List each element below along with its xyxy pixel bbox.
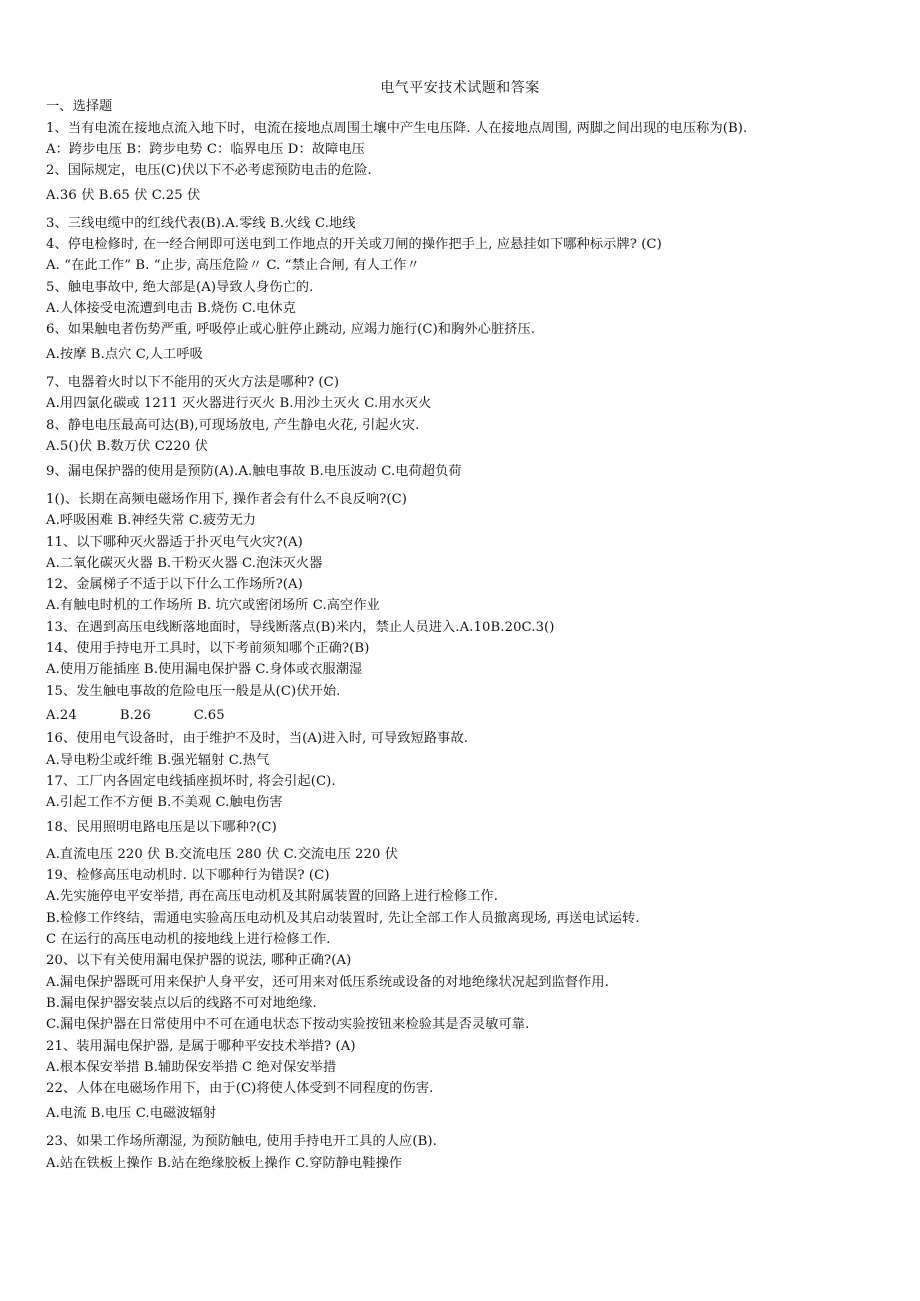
question-16: 16、使用电气设备时，由于维护不及时，当(A)进入时, 可导致短路事故. xyxy=(46,731,469,746)
question-13: 13、在遇到高压电线断落地面时，导线断落点(B)米内，禁止人员进入.A.10B.20C.3() xyxy=(46,620,555,635)
answer-options-21: A.根本保安举措 B.辅助保安举措 C 绝对保安举措 xyxy=(46,1060,337,1075)
question-3: 3、三线电缆中的红线代表(B).A.零线 B.火线 C.地线 xyxy=(46,216,356,231)
answer-options-10: A.呼吸困难 B.神经失常 C.疲劳无力 xyxy=(46,513,257,528)
answer-options-1: A：跨步电压 B：跨步电势 C：临界电压 D：故障电压 xyxy=(46,142,365,157)
answer-options-17: A.引起工作不方便 B.不美观 C.触电伤害 xyxy=(46,795,283,810)
answer-options-2: A.36 伏 B.65 伏 C.25 伏 xyxy=(46,188,201,203)
question-6: 6、如果触电者伤势严重, 呼吸停止或心脏停止跳动, 应竭力施行(C)和胸外心脏挤压. xyxy=(46,322,536,337)
question-17: 17、工厂内各固定电线插座损坏时, 将会引起(C). xyxy=(46,774,336,789)
answer-option-19b: B.检修工作终结，需通电实验高压电动机及其启动装置时, 先让全部工作人员撤离现场, 再送电试运转. xyxy=(46,911,640,926)
answer-option-20a: A.漏电保护器既可用来保护人身平安，还可用来对低压系统或设备的对地绝缘状况起到监督作用. xyxy=(46,975,609,990)
answer-options-11: A.二氧化碳灭火器 B.干粉灭火器 C.泡沫灭火器 xyxy=(46,556,323,571)
question-2: 2、国际规定，电压(C)伏以下不必考虑预防电击的危险. xyxy=(46,163,372,178)
question-12: 12、金属梯子不适于以下什么工作场所?(A) xyxy=(46,577,303,592)
question-20: 20、以下有关使用漏电保护器的说法, 哪种正确?(A) xyxy=(46,953,352,968)
answer-options-22: A.电流 B.电压 C.电磁波辐射 xyxy=(46,1106,217,1121)
answer-option-19c: C 在运行的高压电动机的接地线上进行检修工作. xyxy=(46,932,331,947)
answer-option-19a: A.先实施停电平安举措, 再在高压电动机及其附属装置的回路上进行检修工作. xyxy=(46,889,498,904)
answer-options-12: A.有触电时机的工作场所 B. 坑穴或密闭场所 C.高空作业 xyxy=(46,598,380,613)
question-19: 19、检修高压电动机时. 以下哪种行为错误? (C) xyxy=(46,868,330,883)
answer-options-16: A.导电粉尘或纤维 B.强光辐射 C.热气 xyxy=(46,753,270,768)
question-1: 1、当有电流在接地点流入地下时，电流在接地点周围土壤中产生电压降. 人在接地点周围, 两脚之间出现的电压称为(B). xyxy=(46,121,748,136)
question-11: 11、以下哪种灭火器适于扑灭电气火灾?(A) xyxy=(46,535,303,550)
answer-options-6: A.按摩 B.点穴 C,人工呼吸 xyxy=(46,347,203,362)
answer-options-7: A.用四氯化碳或 1211 灭火器进行灭火 B.用沙土灭火 C.用水灭火 xyxy=(46,396,432,411)
question-4: 4、停电检修时, 在一经合闸即可送电到工作地点的开关或刀闸的操作把手上, 应悬挂如下哪种标示牌? (C) xyxy=(46,237,662,252)
question-18: 18、民用照明电路电压是以下哪种?(C) xyxy=(46,820,277,835)
answer-options-4: A. “在此工作” B. “止步, 高压危险〃 C. “禁止合闸, 有人工作〃 xyxy=(46,258,420,273)
answer-options-14: A.使用万能插座 B.使用漏电保护器 C.身体或衣服潮湿 xyxy=(46,662,363,677)
question-9: 9、漏电保护器的使用是预防(A).A.触电事故 B.电压波动 C.电荷超负荷 xyxy=(46,464,462,479)
question-14: 14、使用手持电开工具时，以下考前须知哪个正确?(B) xyxy=(46,641,370,656)
answer-options-23: A.站在铁板上操作 B.站在绝缘胶板上操作 C.穿防静电鞋操作 xyxy=(46,1156,403,1171)
answer-option-20c: C.漏电保护器在日常使用中不可在通电状态下按动实验按钮来检验其是否灵敏可靠. xyxy=(46,1017,530,1032)
answer-option-20b: B.漏电保护器安装点以后的线路不可对地绝缘. xyxy=(46,996,317,1011)
answer-options-5: A.人体接受电流遭到电击 B.烧伤 C.电休克 xyxy=(46,301,296,316)
question-10: 1()、长期在高频电磁场作用下, 操作者会有什么不良反响?(C) xyxy=(46,492,408,507)
section-heading: 一、选择题 xyxy=(46,99,113,114)
question-15: 15、发生触电事故的危险电压一般是从(C)伏开始. xyxy=(46,684,341,699)
document-title: 电气平安技术试题和答案 xyxy=(380,80,540,96)
question-21: 21、装用漏电保护器, 是属于哪种平安技术举措? (A) xyxy=(46,1039,356,1054)
question-8: 8、静电电压最高可达(B),可现场放电, 产生静电火花, 引起火灾. xyxy=(46,418,420,433)
question-7: 7、电器着火时以下不能用的灭火方法是哪种? (C) xyxy=(46,375,340,390)
answer-options-18: A.直流电压 220 伏 B.交流电压 280 伏 C.交流电压 220 伏 xyxy=(46,847,399,862)
question-22: 22、人体在电磁场作用下，由于(C)将使人体受到不同程度的伤害. xyxy=(46,1081,434,1096)
question-23: 23、如果工作场所潮湿, 为预防触电, 使用手持电开工具的人应(B). xyxy=(46,1134,437,1149)
answer-options-8: A.5()伏 B.数万伏 C220 伏 xyxy=(46,439,208,454)
answer-options-15: A.24 B.26 C.65 xyxy=(46,708,225,723)
question-5: 5、触电事故中, 绝大部是(A)导致人身伤亡的. xyxy=(46,280,314,295)
